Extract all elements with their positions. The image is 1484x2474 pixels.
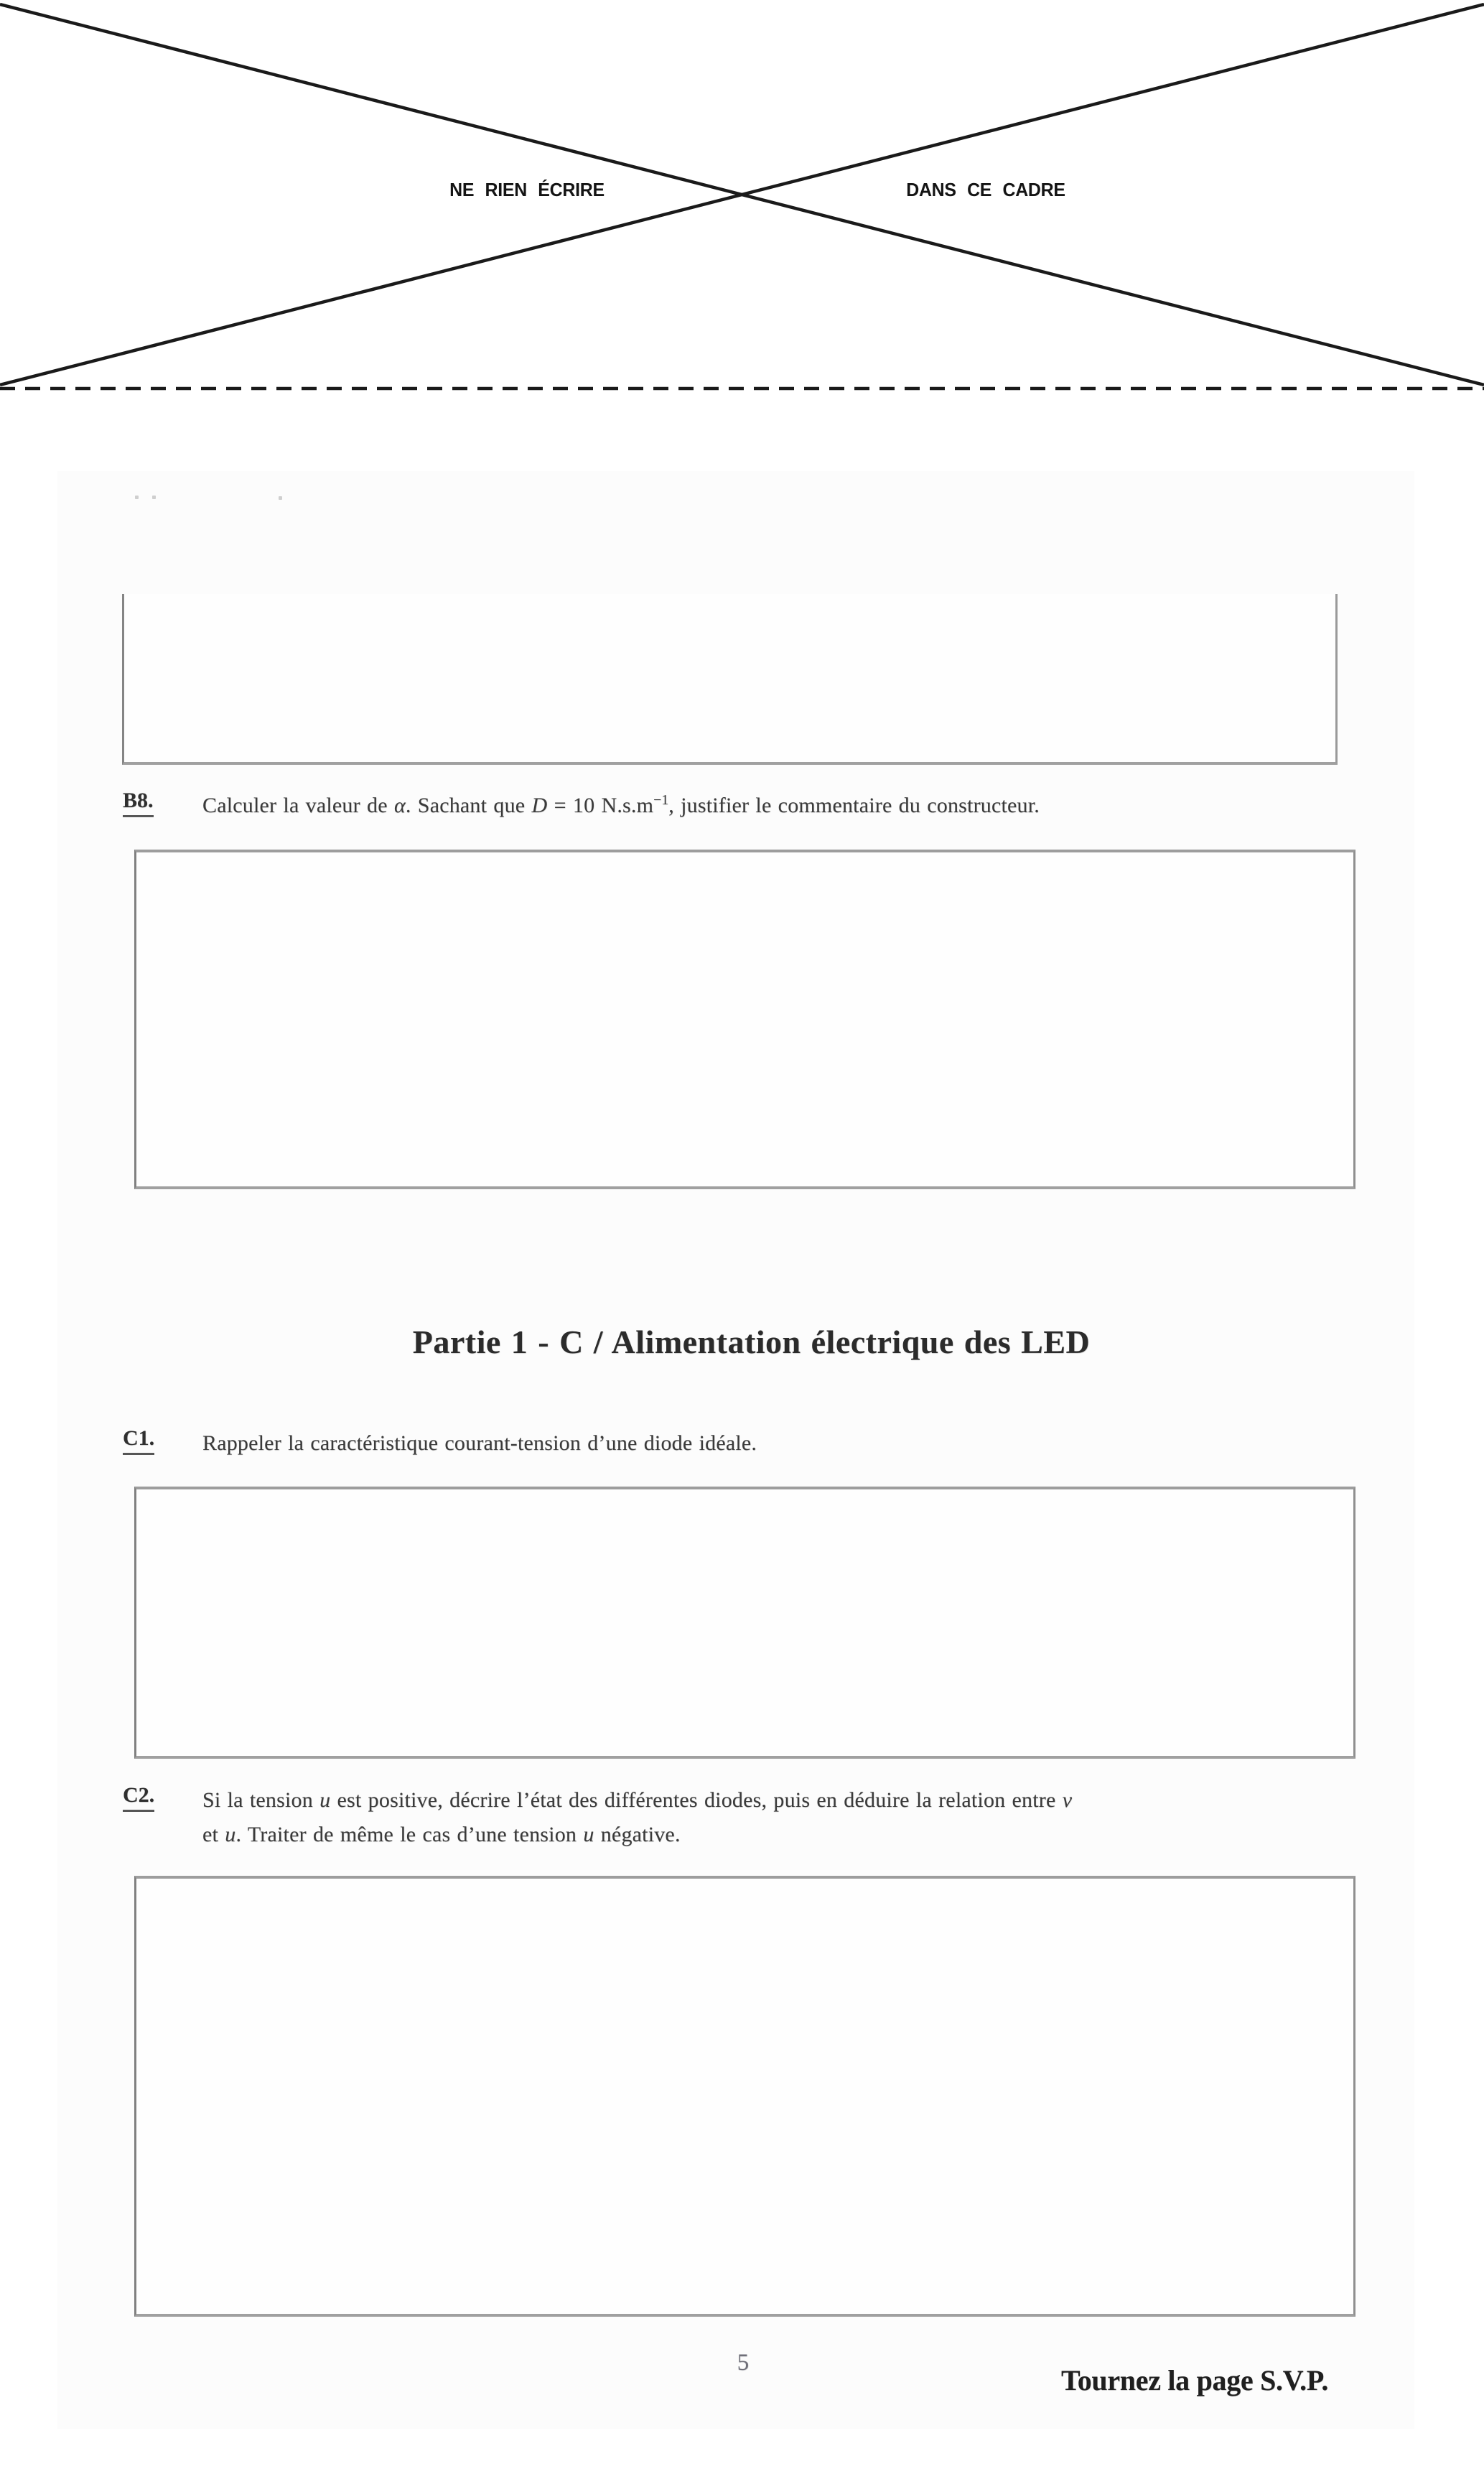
frame-label-ne-rien-ecrire: NE RIEN ÉCRIRE bbox=[449, 179, 605, 200]
turn-page-note: Tournez la page S.V.P. bbox=[1061, 2364, 1329, 2396]
question-c1-text: Rappeler la caractéristique courant-tension d’une diode idéale. bbox=[202, 1431, 757, 1455]
question-b8-label: B8. bbox=[123, 789, 154, 817]
scan-speck bbox=[152, 496, 156, 499]
scan-speck bbox=[279, 496, 282, 500]
frame-label-dans-ce-cadre: DANS CE CADRE bbox=[906, 179, 1065, 200]
frame-cross-lines bbox=[0, 0, 1484, 402]
section-title: Partie 1 - C / Alimentation électrique des LED bbox=[412, 1324, 1091, 1360]
answer-box-continuation bbox=[122, 594, 1338, 765]
question-c1-label: C1. bbox=[123, 1426, 154, 1455]
question-b8-text: Calculer la valeur de α. Sachant que D = 10 $N.s.m^{-1}$, justifier le commentaire du constructeur. bbox=[202, 792, 1040, 817]
question-c2-text: Si la tension u est positive, décrire l’état des différentes diodes, puis en déduire la relation entre v et u. Traiter de même le cas d’une tension u négative. bbox=[202, 1788, 1073, 1846]
scan-speck bbox=[135, 496, 139, 499]
answer-box-c2 bbox=[134, 1876, 1355, 2317]
answer-box-b8 bbox=[134, 850, 1355, 1189]
question-c2-label: C2. bbox=[123, 1783, 154, 1812]
answer-box-c1 bbox=[134, 1487, 1355, 1759]
page-number: 5 bbox=[737, 2350, 750, 2376]
do-not-write-frame bbox=[0, 0, 1484, 402]
